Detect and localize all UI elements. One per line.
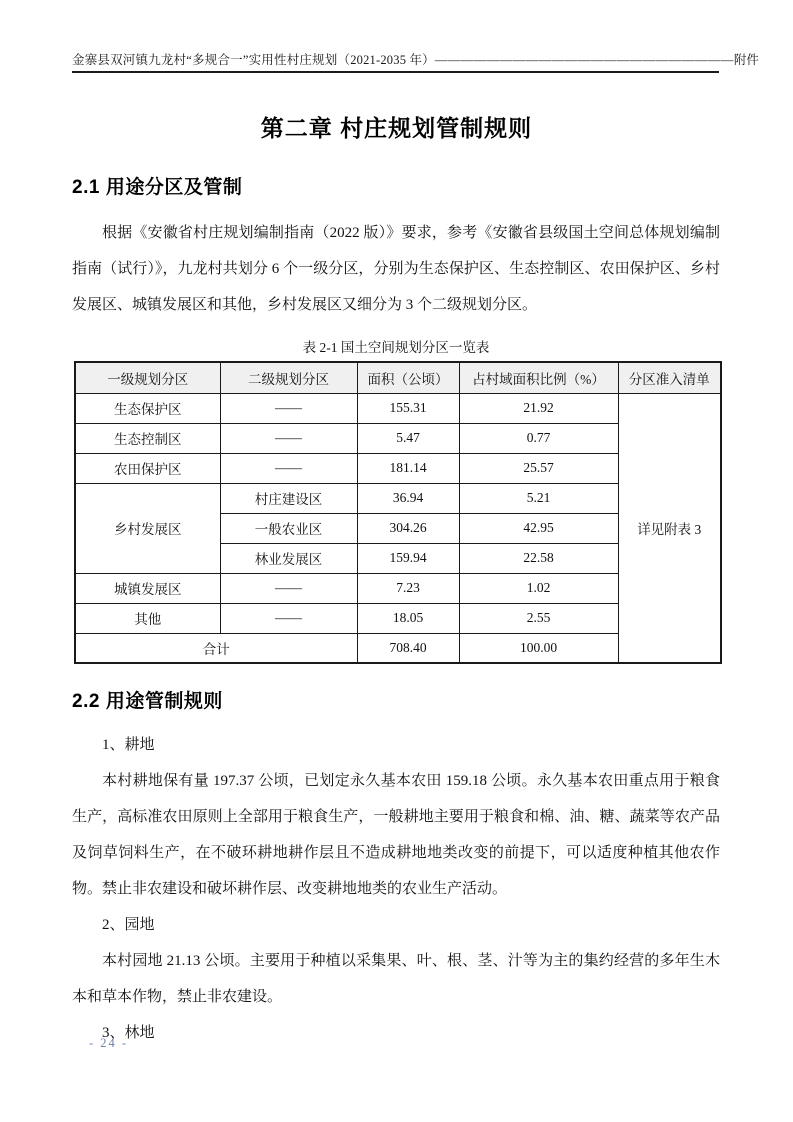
admission-note-cell: 详见附表 3 [618, 393, 721, 663]
section-heading-2-2 [72, 686, 720, 713]
section-2-1-paragraph: 根据《安徽省村庄规划编制指南（2022 版）》要求，参考《安徽省县级国土空间总体规划编制指南（试行）》，九龙村共划分 6 个一级分区，分别为生态保护区、生态控制区、农田保护区、乡村发展区、城镇发展区和其他，乡村发展区又细分为 3 个二级规划分区。 [72, 225, 720, 313]
ratio-cell: 1.02 [459, 573, 618, 603]
section-title: 用途分区及管制 [105, 177, 243, 198]
subsection-heading-forest-land: 3、林地 [102, 1025, 155, 1041]
col-header-area: 面积（公顷） [357, 362, 459, 393]
col-header-primary-zone: 一级规划分区 [75, 362, 220, 393]
subsection-heading-garden-land: 2、园地 [102, 917, 155, 933]
header-document-title: 金寨县双河镇九龙村“多规合一”实用性村庄规划（2021-2035 年） [72, 53, 435, 67]
subsection-text-cultivated-land: 本村耕地保有量 197.37 公顷，已划定永久基本农田 159.18 公顷。永久基本农田重点用于粮食生产，高标准农田原则上全部用于粮食生产，一般耕地主要用于粮食和棉、油、糖、蔬菜等农产品及饲草饲料生产，在不破环耕地耕作层且不造成耕地地类改变的前提下，可以适度种植其他农作物。禁止非农建设和破坏耕作层、改变耕地地类的农业生产活动。 [72, 773, 720, 897]
subsection-text-garden-land: 本村园地 21.13 公顷。主要用于种植以采集果、叶、根、茎、汁等为主的集约经营的多年生木本和草本作物，禁止非农建设。 [72, 953, 720, 1005]
area-cell: 304.26 [357, 513, 459, 543]
total-area-cell: 708.40 [357, 633, 459, 663]
area-cell: 155.31 [357, 393, 459, 423]
page-content [72, 172, 720, 1051]
ratio-cell: 0.77 [459, 423, 618, 453]
table-row [75, 393, 721, 423]
table-caption: 表 2-1 国土空间规划分区一览表 [302, 340, 490, 355]
header-dash-filler: ——————————————————————— [434, 53, 734, 67]
section-heading-2-1 [72, 172, 720, 199]
zone-cell: 农田保护区 [75, 453, 220, 483]
ratio-cell: 25.57 [459, 453, 618, 483]
page-number: - 24 - [89, 1036, 129, 1050]
table-header-row [75, 362, 721, 393]
subzone-cell: 一般农业区 [220, 513, 357, 543]
ratio-cell: 21.92 [459, 393, 618, 423]
subzone-cell: —— [220, 423, 357, 453]
col-header-secondary-zone: 二级规划分区 [220, 362, 357, 393]
subzone-cell: —— [220, 393, 357, 423]
section-title: 用途管制规则 [105, 691, 223, 712]
area-cell: 18.05 [357, 603, 459, 633]
ratio-cell: 42.95 [459, 513, 618, 543]
area-cell: 159.94 [357, 543, 459, 573]
zone-cell: 乡村发展区 [75, 483, 220, 573]
running-header [72, 50, 759, 73]
ratio-cell: 22.58 [459, 543, 618, 573]
ratio-cell: 2.55 [459, 603, 618, 633]
subzone-cell: —— [220, 573, 357, 603]
zone-cell: 其他 [75, 603, 220, 633]
subzone-cell: 村庄建设区 [220, 483, 357, 513]
subsection-heading-cultivated-land: 1、耕地 [102, 737, 155, 753]
zone-cell: 城镇发展区 [75, 573, 220, 603]
zone-cell: 生态保护区 [75, 393, 220, 423]
area-cell: 7.23 [357, 573, 459, 603]
area-cell: 5.47 [357, 423, 459, 453]
subzone-cell: —— [220, 453, 357, 483]
subzone-cell: 林业发展区 [220, 543, 357, 573]
zone-cell: 生态控制区 [75, 423, 220, 453]
col-header-ratio: 占村域面积比例（%） [459, 362, 618, 393]
section-number: 2.2 [72, 691, 100, 712]
planning-zones-table [74, 361, 722, 664]
total-label-cell: 合计 [75, 633, 357, 663]
subzone-cell: —— [220, 603, 357, 633]
section-number: 2.1 [72, 177, 100, 198]
area-cell: 36.94 [357, 483, 459, 513]
ratio-cell: 5.21 [459, 483, 618, 513]
header-attachment-label: 附件 [733, 53, 759, 67]
col-header-admission-list: 分区准入清单 [618, 362, 721, 393]
total-ratio-cell: 100.00 [459, 633, 618, 663]
chapter-title: 第二章 村庄规划管制规则 [260, 115, 533, 141]
area-cell: 181.14 [357, 453, 459, 483]
